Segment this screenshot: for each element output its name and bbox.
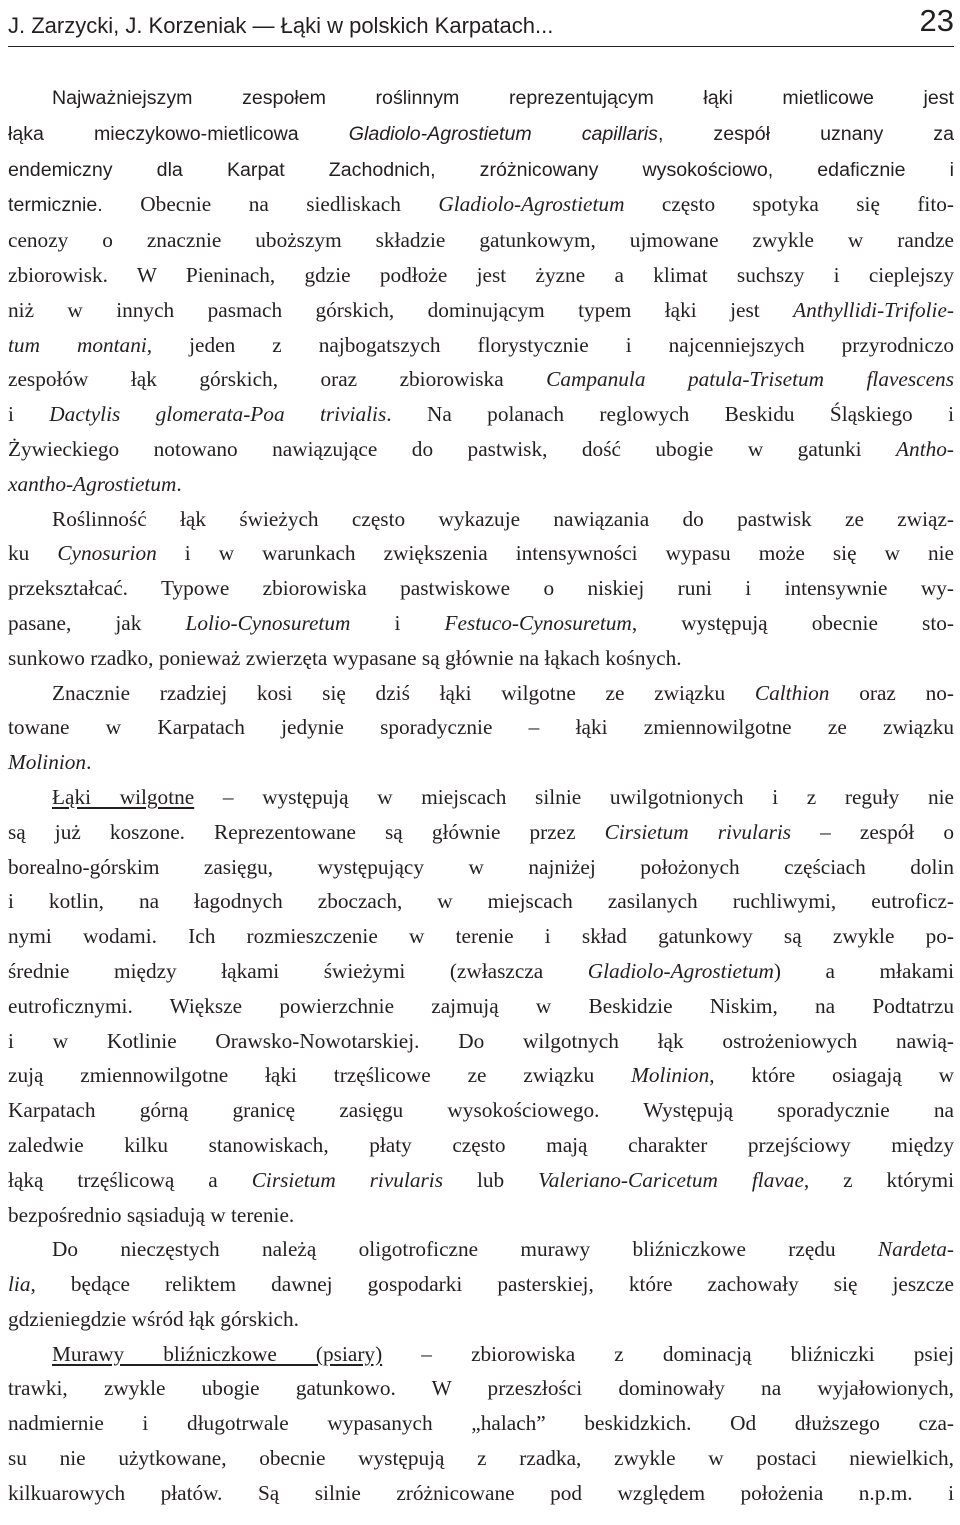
text-line bbox=[8, 815, 954, 850]
text-line bbox=[8, 1232, 954, 1267]
text-span: , będące reliktem dawnej gospodarki pasterskiej, które zachowały się jeszcze bbox=[30, 1272, 954, 1297]
text-line bbox=[8, 502, 954, 537]
text-line bbox=[8, 397, 954, 432]
text-span: oraz no- bbox=[829, 680, 954, 705]
text-line bbox=[8, 432, 954, 467]
header-rule bbox=[8, 46, 954, 47]
text-span: trawki, zwykle ubogie gatunkowo. W przeszłości dominowały na wyjałowionych, bbox=[8, 1376, 954, 1401]
text-span: ku bbox=[8, 541, 58, 566]
text-line bbox=[8, 1441, 954, 1476]
text-line bbox=[8, 710, 954, 745]
text-span: zespołów łąk górskich, oraz zbiorowiska bbox=[8, 367, 547, 392]
text-span: lub bbox=[443, 1167, 539, 1192]
text-line bbox=[8, 467, 954, 502]
text-span: jeden z najbogatszych florystycznie i najcenniejszych przyrodniczo bbox=[152, 332, 954, 357]
text-span: przekształcać. Typowe zbiorowiska pastwiskowe o niskiej runi i intensywnie wy- bbox=[8, 576, 954, 601]
text-span: . bbox=[86, 750, 92, 775]
running-title: J. Zarzycki, J. Korzeniak — Łąki w polskich Karpatach... bbox=[8, 13, 554, 38]
text-span: i bbox=[350, 610, 445, 635]
text-line bbox=[8, 80, 954, 116]
text-line bbox=[8, 606, 954, 641]
latin-name: Cynosurion bbox=[57, 541, 157, 566]
text-line bbox=[8, 641, 954, 676]
text-line bbox=[8, 1476, 954, 1511]
text-span: łąka mieczykowo-mietlicowa bbox=[8, 122, 349, 145]
text-span: zaledwie kilku stanowiskach, płaty często mają charakter przejściowy między bbox=[8, 1132, 954, 1157]
text-span: i bbox=[8, 402, 50, 427]
text-line bbox=[8, 884, 954, 919]
text-span: średnie między łąkami świeżymi (zwłaszcza bbox=[8, 958, 588, 983]
text-span: Karpatach górną granicę zasięgu wysokościowego. Występują sporadycznie na bbox=[8, 1098, 954, 1123]
text-line bbox=[8, 1302, 954, 1337]
latin-name: Antho- bbox=[896, 436, 954, 461]
latin-name: Molinion bbox=[631, 1063, 710, 1088]
text-line bbox=[8, 152, 954, 188]
text-span: . bbox=[176, 471, 182, 496]
text-span: , z którymi bbox=[803, 1167, 954, 1192]
text-line bbox=[8, 1198, 954, 1233]
text-line bbox=[8, 745, 954, 780]
text-line bbox=[8, 328, 954, 363]
text-line bbox=[8, 1024, 954, 1059]
text-span: Żywieckiego notowano nawiązujące do pastwisk, dość ubogie w gatunki bbox=[8, 436, 897, 461]
text-line bbox=[8, 223, 954, 258]
text-span: niż w innych pasmach górskich, dominującym typem łąki jest bbox=[8, 297, 794, 322]
running-header bbox=[8, 0, 954, 46]
text-line bbox=[8, 780, 954, 815]
latin-name: tum montani, bbox=[8, 332, 153, 357]
text-span: nadmiernie i długotrwale wypasanych „halach” beskidzkich. Od dłuższego cza- bbox=[8, 1411, 954, 1436]
latin-name: Valeriano-Caricetum flavae bbox=[538, 1167, 804, 1192]
text-line bbox=[8, 1163, 954, 1198]
text-span: ) a młakami bbox=[773, 958, 954, 983]
text-span: i kotlin, na łagodnych zboczach, w miejscach zasilanych ruchliwymi, eutroficz- bbox=[8, 889, 954, 914]
text-span: zbiorowisk. W Pieninach, gdzie podłoże jest żyzne a klimat suchszy i cieplejszy bbox=[8, 262, 954, 287]
text-span: bezpośrednio sąsiadują w terenie. bbox=[8, 1202, 295, 1227]
text-span: – występują w miejscach silnie uwilgotnionych i z reguły nie bbox=[194, 784, 954, 809]
page-number: 23 bbox=[919, 3, 954, 38]
text-span: często spotyka się fito- bbox=[624, 192, 955, 217]
text-line bbox=[8, 1337, 954, 1372]
text-span: towane w Karpatach jedynie sporadycznie – łąki zmiennowilgotne ze związku bbox=[8, 715, 954, 740]
text-line bbox=[8, 187, 954, 223]
latin-name: Lolio-Cynosuretum bbox=[185, 610, 351, 635]
latin-name: xantho-Agrostietum bbox=[8, 471, 177, 496]
text-span: – zespół o bbox=[791, 819, 954, 844]
text-span: eutroficznymi. Większe powierzchnie zajmują w Beskidzie Niskim, na Podtatrzu bbox=[8, 993, 954, 1018]
text-span: i w warunkach zwiększenia intensywności wypasu może się w nie bbox=[156, 541, 954, 566]
text-line bbox=[8, 362, 954, 397]
text-line bbox=[8, 116, 954, 152]
latin-name: Molinion bbox=[8, 750, 87, 775]
latin-name: Cirsietum rivularis bbox=[251, 1167, 444, 1192]
text-line bbox=[8, 1058, 954, 1093]
latin-name: Cirsietum rivularis bbox=[604, 819, 792, 844]
text-span: sunkowo rzadko, ponieważ zwierzęta wypasane są głównie na łąkach kośnych. bbox=[8, 645, 682, 670]
text-line bbox=[8, 676, 954, 711]
text-span: Najważniejszym zespołem roślinnym reprezentującym łąki mietlicowe jest bbox=[52, 87, 954, 109]
text-line bbox=[8, 989, 954, 1024]
latin-name: Festuco-Cynosuretum bbox=[444, 610, 632, 635]
text-line bbox=[8, 1267, 954, 1302]
text-span: , zespół uznany za bbox=[657, 122, 955, 145]
latin-name: Dactylis glomerata-Poa trivialis bbox=[49, 402, 387, 427]
latin-name: Calthion bbox=[754, 680, 830, 705]
text-line bbox=[8, 293, 954, 328]
latin-name: Campanula patula-Trisetum flavescens bbox=[546, 367, 954, 392]
text-span: gdzieniegdzie wśród łąk górskich. bbox=[8, 1306, 299, 1331]
text-span: nymi wodami. Ich rozmieszczenie w terenie i skład gatunkowy są zwykle po- bbox=[8, 924, 954, 949]
text-line bbox=[8, 954, 954, 989]
text-line bbox=[8, 1093, 954, 1128]
text-span: kilkuarowych płatów. Są silnie zróżnicowane pod względem położenia n.p.m. i bbox=[8, 1480, 954, 1505]
text-line bbox=[8, 1406, 954, 1441]
text-span: Znacznie rzadziej kosi się dziś łąki wilgotne ze związku bbox=[52, 680, 755, 705]
text-line bbox=[8, 850, 954, 885]
text-span: zują zmiennowilgotne łąki trzęślicowe ze związku bbox=[8, 1063, 632, 1088]
text-span: Do nieczęstych należą oligotroficzne murawy bliźniczkowe rzędu bbox=[52, 1237, 878, 1262]
latin-name: Anthyllidi-Trifolie- bbox=[793, 297, 954, 322]
text-span: , które osiagają w bbox=[709, 1063, 954, 1088]
text-span: borealno-górskim zasięgu, występujący w najniżej położonych częściach dolin bbox=[8, 854, 954, 879]
text-span: . Na polanach reglowych Beskidu Śląskiego i bbox=[386, 402, 954, 427]
text-line bbox=[8, 571, 954, 606]
latin-name: Gladiolo-Agrostietum bbox=[438, 192, 625, 217]
text-span: termicznie. bbox=[8, 194, 141, 217]
text-span: – zbiorowiska z dominacją bliźniczki psiej bbox=[382, 1341, 954, 1366]
latin-name: lia bbox=[8, 1272, 31, 1297]
text-span: Roślinność łąk świeżych często wykazuje nawiązania do pastwisk ze związ- bbox=[52, 506, 954, 531]
section-heading: Łąki wilgotne bbox=[52, 784, 195, 809]
text-line bbox=[8, 536, 954, 571]
text-line bbox=[8, 919, 954, 954]
text-span: łąką trzęślicową a bbox=[8, 1167, 252, 1192]
body-text bbox=[8, 80, 954, 1511]
text-span: endemiczny dla Karpat Zachodnich, zróżnicowany wysokościowo, edaficznie i bbox=[8, 158, 954, 181]
text-span: pasane, jak bbox=[8, 610, 186, 635]
text-span: , występują obecnie sto- bbox=[631, 610, 954, 635]
latin-name: Gladiolo-Agrostietum capillaris bbox=[348, 122, 658, 145]
text-span: Obecnie na siedliskach bbox=[140, 192, 439, 217]
latin-name: Gladiolo-Agrostietum bbox=[587, 958, 774, 983]
text-span: cenozy o znacznie uboższym składzie gatunkowym, ujmowane zwykle w randze bbox=[8, 228, 954, 253]
text-line bbox=[8, 258, 954, 293]
latin-name: Nardeta- bbox=[877, 1237, 954, 1262]
text-span: i w Kotlinie Orawsko-Nowotarskiej. Do wilgotnych łąk ostrożeniowych nawią- bbox=[8, 1028, 954, 1053]
text-span: są już koszone. Reprezentowane są głównie przez bbox=[8, 819, 605, 844]
text-line bbox=[8, 1128, 954, 1163]
text-span: su nie użytkowane, obecnie występują z rzadka, zwykle w postaci niewielkich, bbox=[8, 1446, 954, 1471]
section-heading: Murawy bliźniczkowe (psiary) bbox=[52, 1341, 383, 1366]
text-line bbox=[8, 1371, 954, 1406]
